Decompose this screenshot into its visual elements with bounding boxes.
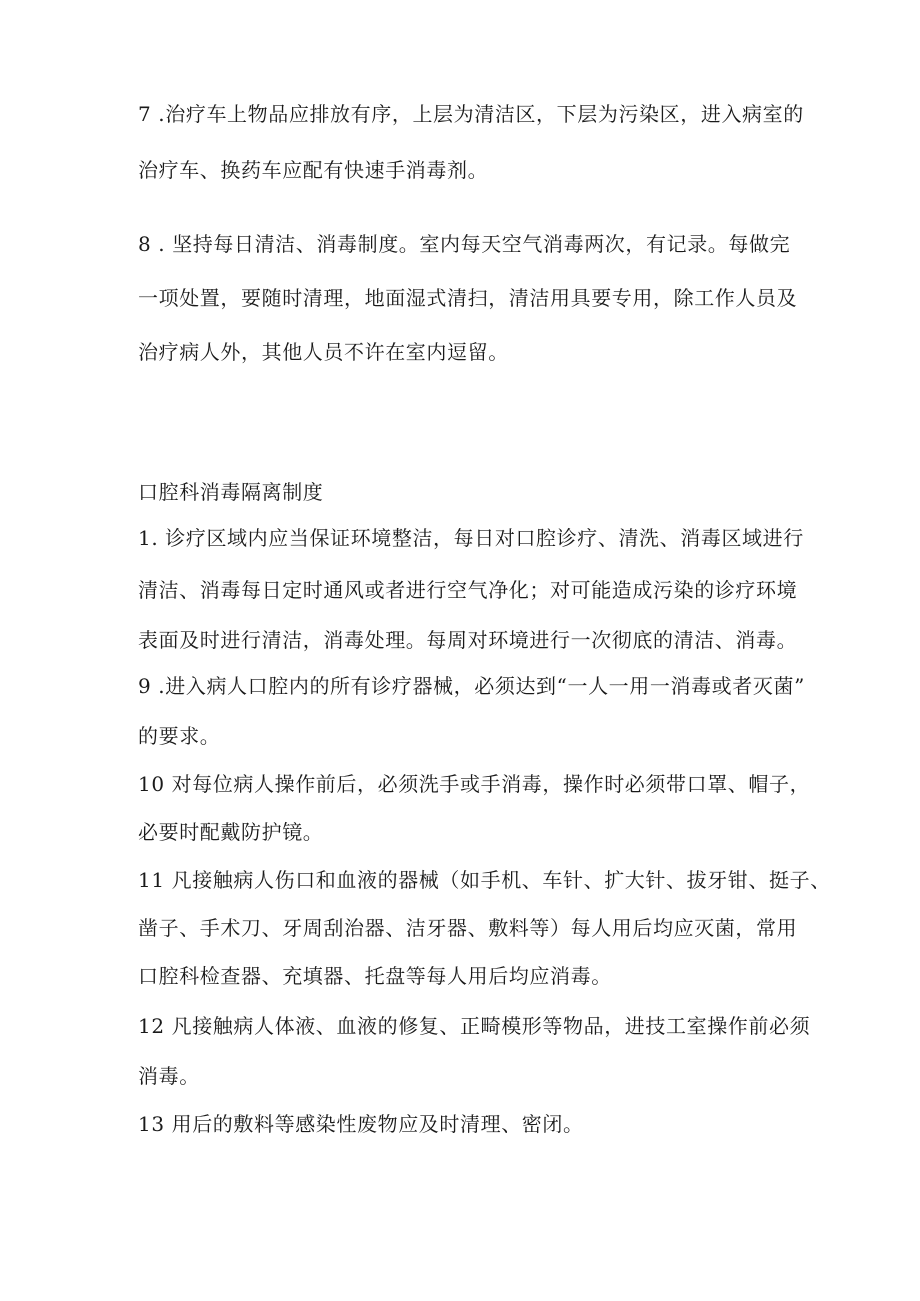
text-line: 治疗车、换药车应配有快速手消毒剂。	[138, 158, 489, 182]
text-line: 表面及时进行清洁，消毒处理。每周对环境进行一次彻底的清洁、消毒。	[138, 628, 798, 652]
text-line: 10 对每位病人操作前后，必须洗手或手消毒，操作时必须带口罩、帽子，	[138, 772, 811, 796]
text-line: 口腔科检查器、充填器、托盘等每人用后均应消毒。	[138, 964, 612, 988]
text-line: 清洁、消毒每日定时通风或者进行空气净化；对可能造成污染的诊疗环境	[138, 578, 798, 602]
text-line: 12 凡接触病人体液、血液的修复、正畸模形等物品，进技工室操作前必须	[138, 1014, 811, 1038]
text-line: 11 凡接触病人伤口和血液的器械（如手机、车针、扩大针、拔牙钳、挺子、	[138, 868, 831, 892]
text-line: 必要时配戴防护镜。	[138, 820, 324, 844]
text-line: 13 用后的敷料等感染性废物应及时清理、密闭。	[138, 1112, 584, 1136]
text-line: 一项处置，要随时清理，地面湿式清扫，清洁用具要专用，除工作人员及	[138, 286, 798, 310]
text-line: 8 . 坚持每日清洁、消毒制度。室内每天空气消毒两次，有记录。每做完	[138, 232, 791, 256]
text-line: 7 .治疗车上物品应排放有序，上层为清洁区，下层为污染区，进入病室的	[138, 102, 804, 126]
text-line: 治疗病人外，其他人员不许在室内逗留。	[138, 340, 509, 364]
text-line: 消毒。	[138, 1064, 200, 1088]
text-line: 1. 诊疗区域内应当保证环境整洁，每日对口腔诊疗、清洗、消毒区域进行	[138, 526, 804, 550]
section-title: 口腔科消毒隔离制度	[138, 480, 324, 504]
text-line: 凿子、手术刀、牙周刮治器、洁牙器、敷料等）每人用后均应灭菌，常用	[138, 916, 798, 940]
text-line: 的要求。	[138, 724, 221, 748]
text-line: 9 .进入病人口腔内的所有诊疗器械，必须达到“一人一用一消毒或者灭菌”	[138, 674, 805, 698]
